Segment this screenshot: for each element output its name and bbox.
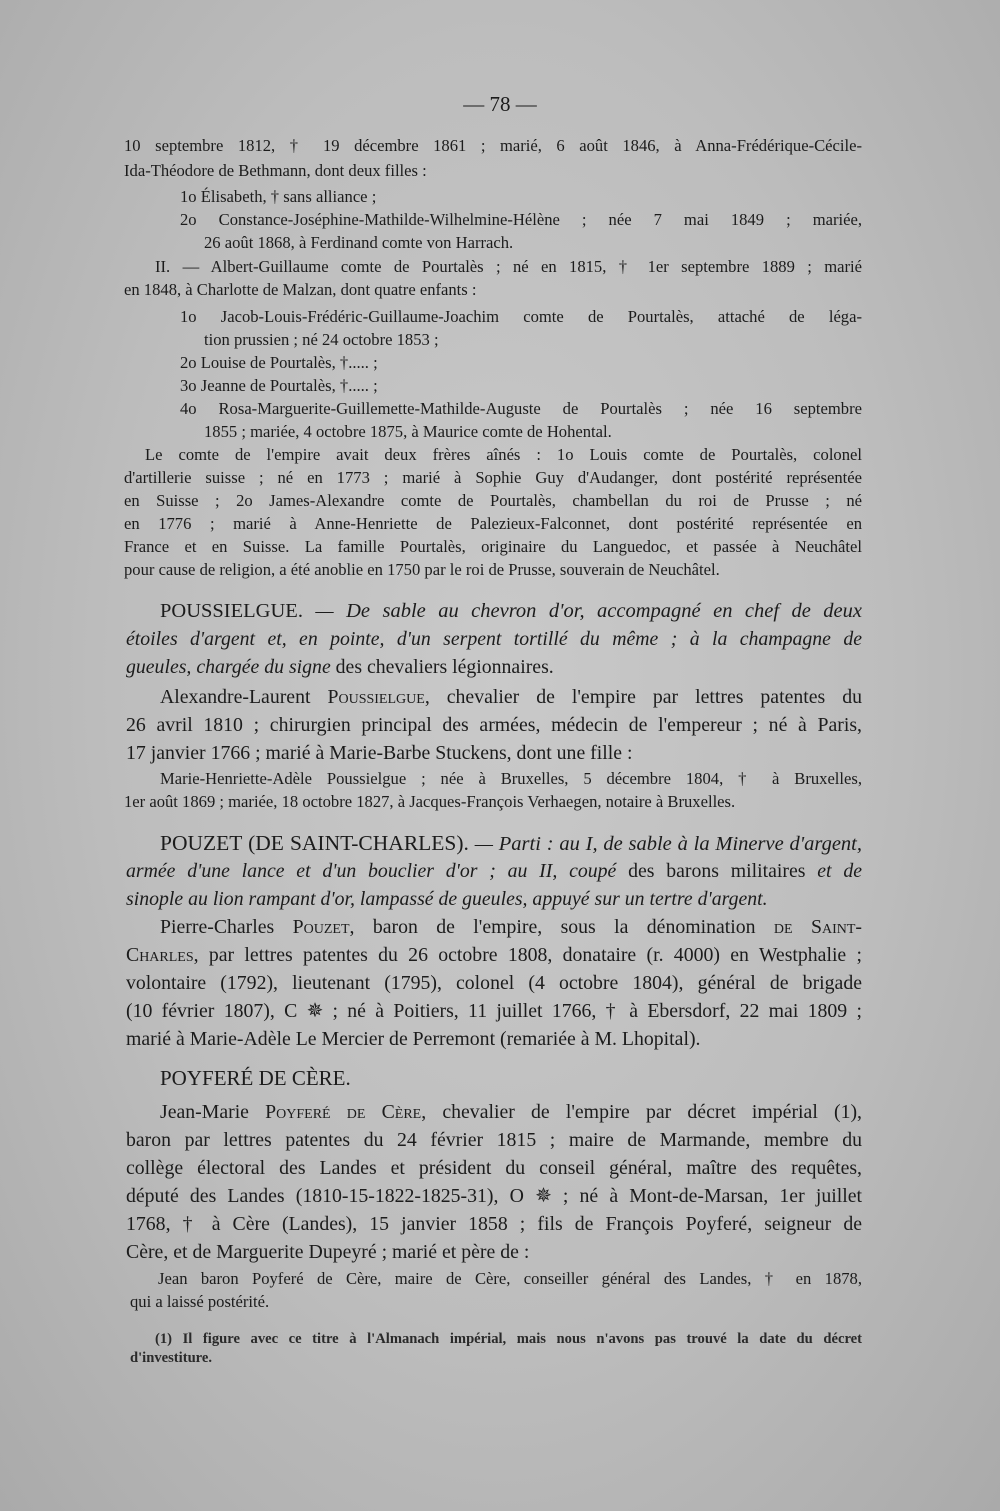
text-line: collège électoral des Landes et président du conseil général, maître des requêtes, bbox=[126, 1157, 862, 1179]
list-item: 2o Louise de Pourtalès, †..... ; bbox=[180, 353, 378, 372]
text-line: 1855 ; mariée, 4 octobre 1875, à Maurice comte de Hohental. bbox=[204, 422, 612, 441]
person-name: Poussielgue bbox=[327, 686, 425, 708]
text-line: Charles, par lettres patentes du 26 octobre 1808, donataire (r. 4000) en Westphalie ; bbox=[126, 944, 862, 966]
text-line: Pierre-Charles Pouzet, baron de l'empire, sous la dénomination de Saint- bbox=[160, 916, 862, 938]
list-item: 4o Rosa-Marguerite-Guillemette-Mathilde-Auguste de Pourtalès ; née 16 septembre bbox=[180, 399, 862, 418]
text-line: Le comte de l'empire avait deux frères aînés : 1o Louis comte de Pourtalès, colonel bbox=[145, 445, 862, 464]
entry-name: POYFERÉ DE CÈRE. bbox=[160, 1066, 351, 1090]
text-line: marié à Marie-Adèle Le Mercier de Perremont (remariée à M. Lhopital). bbox=[126, 1028, 701, 1050]
text-line: qui a laissé postérité. bbox=[130, 1292, 270, 1311]
arms-text: — De sable au chevron d'or, accompagné en chef de deux bbox=[315, 600, 863, 622]
entry-name: POUZET (DE SAINT-CHARLES). bbox=[160, 831, 469, 855]
text-line: en Suisse ; 2o James-Alexandre comte de Pourtalès, chambellan du roi de Prusse ; né bbox=[124, 491, 862, 510]
text-line: député des Landes (1810-15-1822-1825-31), O ✵ ; né à Mont-de-Marsan, 1er juillet bbox=[126, 1185, 862, 1207]
text-line: 26 août 1868, à Ferdinand comte von Harrach. bbox=[204, 233, 514, 252]
footnote: d'investiture. bbox=[130, 1350, 213, 1366]
list-item: 1o Élisabeth, † sans alliance ; bbox=[180, 187, 377, 206]
arms-text: sinople au lion rampant d'or, lampassé de gueules, appuyé sur un tertre d'argent. bbox=[126, 888, 768, 910]
text-line: d'artillerie suisse ; né en 1773 ; marié à Sophie Guy d'Audanger, dont postérité représentée bbox=[124, 468, 862, 487]
text-line: 10 septembre 1812, † 19 décembre 1861 ; marié, 6 août 1846, à Anna-Frédérique-Cécile- bbox=[124, 136, 862, 155]
text-line: en 1848, à Charlotte de Malzan, dont quatre enfants : bbox=[124, 280, 477, 299]
arms-text: — Parti : au I, de sable à la Minerve d'argent, bbox=[468, 833, 862, 855]
text-line: volontaire (1792), lieutenant (1795), colonel (4 octobre 1804), général de brigade bbox=[126, 972, 862, 994]
text-line: France et en Suisse. La famille Pourtalès, originaire du Languedoc, et passée à Neuchâtel bbox=[124, 537, 862, 556]
text-line: II. — Albert-Guillaume comte de Pourtalès ; né en 1815, † 1er septembre 1889 ; marié bbox=[155, 257, 862, 276]
entry-name: POUSSIELGUE. bbox=[160, 600, 303, 622]
text-line: 1768, † à Cère (Landes), 15 janvier 1858 ; fils de François Poyferé, seigneur de bbox=[126, 1213, 862, 1235]
footnote: (1) Il figure avec ce titre à l'Almanach impérial, mais nous n'avons pas trouvé la date du décret bbox=[155, 1331, 862, 1347]
text-line: Alexandre-Laurent Poussielgue, chevalier de l'empire par lettres patentes du bbox=[160, 686, 862, 708]
entry-heading bbox=[160, 597, 862, 626]
arms-text: étoiles d'argent et, en pointe, d'un serpent tortillé du même ; à la champagne de bbox=[126, 628, 862, 650]
person-name: Pouzet bbox=[292, 916, 350, 938]
text-line: Ida-Théodore de Bethmann, dont deux filles : bbox=[124, 161, 427, 180]
text-line: tion prussien ; né 24 octobre 1853 ; bbox=[204, 330, 439, 349]
list-item: 3o Jeanne de Pourtalès, †..... ; bbox=[180, 376, 378, 395]
text-line: baron par lettres patentes du 24 février 1815 ; maire de Marmande, membre du bbox=[126, 1129, 862, 1151]
text-line: Jean baron Poyferé de Cère, maire de Cère, conseiller général des Landes, † en 1878, bbox=[158, 1269, 862, 1288]
text-line: Jean-Marie Poyferé de Cère, chevalier de l'empire par décret impérial (1), bbox=[160, 1101, 862, 1123]
list-item: 2o Constance-Joséphine-Mathilde-Wilhelmine-Hélène ; née 7 mai 1849 ; mariée, bbox=[180, 210, 862, 229]
text-line: 17 janvier 1766 ; marié à Marie-Barbe Stuckens, dont une fille : bbox=[126, 742, 633, 764]
text-line: en 1776 ; marié à Anne-Henriette de Palezieux-Falconnet, dont postérité représentée en bbox=[124, 514, 862, 533]
list-item: 1o Jacob-Louis-Frédéric-Guillaume-Joachim comte de Pourtalès, attaché de léga- bbox=[180, 307, 862, 326]
text-line: (10 février 1807), C ✵ ; né à Poitiers, 11 juillet 1766, † à Ebersdorf, 22 mai 1809 ; bbox=[126, 1000, 862, 1022]
text-line: 26 avril 1810 ; chirurgien principal des armées, médecin de l'empereur ; né à Paris, bbox=[126, 714, 862, 736]
text-line: Cère, et de Marguerite Dupeyré ; marié et père de : bbox=[126, 1241, 530, 1263]
page-number: — 78 — bbox=[463, 92, 537, 116]
entry-heading bbox=[160, 829, 862, 859]
arms-text: armée d'une lance et d'un bouclier d'or ; au II, coupé des barons militaires et de bbox=[126, 860, 862, 882]
person-name: Poyferé de Cère bbox=[265, 1101, 422, 1123]
text-line: pour cause de religion, a été anoblie en 1750 par le roi de Prusse, souverain de Neuchâtel. bbox=[124, 560, 720, 579]
arms-text: gueules, chargée du signe des chevaliers légionnaires. bbox=[126, 656, 554, 678]
text-line: Marie-Henriette-Adèle Poussielgue ; née à Bruxelles, 5 décembre 1804, † à Bruxelles, bbox=[160, 769, 862, 788]
text-line: 1er août 1869 ; mariée, 18 octobre 1827, à Jacques-François Verhaegen, notaire à Bruxelles. bbox=[124, 792, 736, 811]
